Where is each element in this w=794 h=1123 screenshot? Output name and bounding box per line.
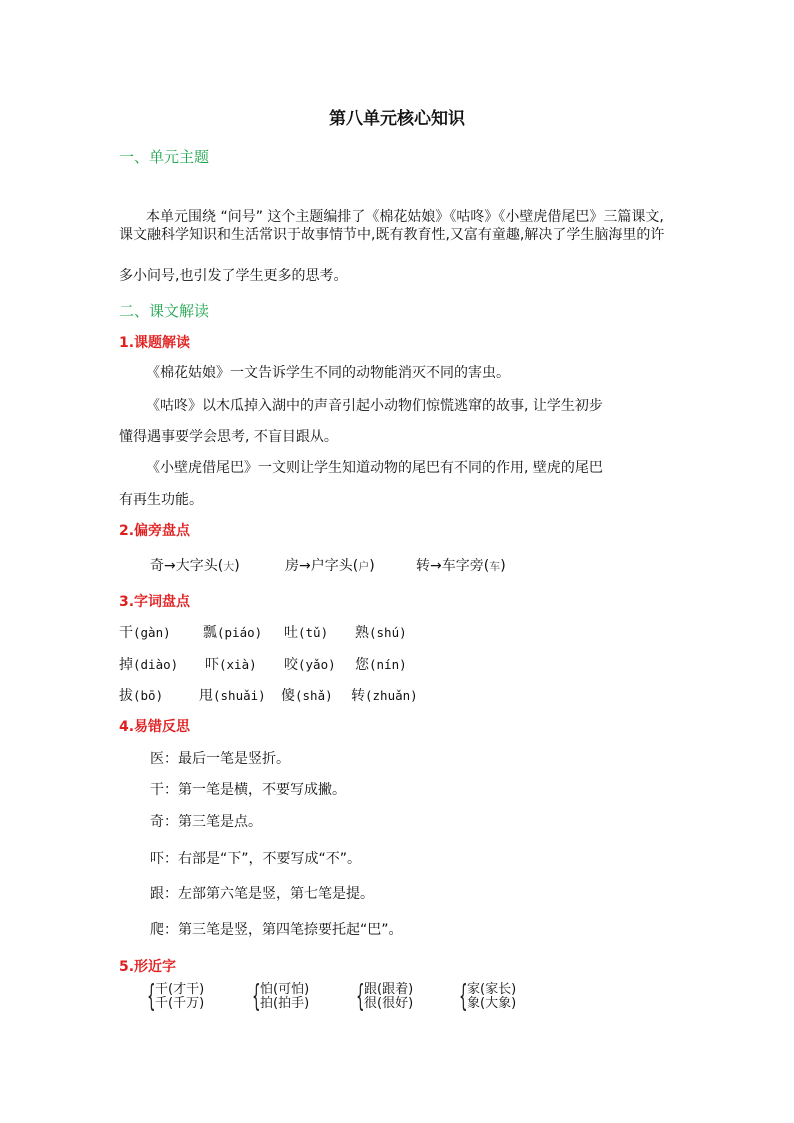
paragraph-line: 《棉花姑娘》一文告诉学生不同的动物能消灭不同的害虫。 bbox=[146, 365, 510, 381]
vocab-cell: 熟(shú) bbox=[355, 625, 407, 641]
vocab-cell: 吓(xià) bbox=[205, 657, 257, 673]
paragraph-line: 懂得遇事要学会思考, 不盲目跟从。 bbox=[119, 429, 338, 445]
brace-icon: { bbox=[459, 979, 468, 1014]
page-title: 第八单元核心知识 bbox=[329, 109, 465, 129]
radical-glyph: 大 bbox=[223, 560, 235, 573]
radical-item: 转→车字旁(车) bbox=[416, 558, 506, 574]
section-heading-unit-theme: 一、单元主题 bbox=[119, 148, 210, 166]
paragraph-line: 《咕咚》以木瓜掉入湖中的声音引起小动物们惊慌逃窜的故事, 让学生初步 bbox=[146, 398, 603, 414]
radical-item: 奇→大字头(大) bbox=[150, 558, 240, 574]
radical-glyph: 车 bbox=[489, 560, 501, 573]
vocab-cell: 您(nín) bbox=[355, 657, 407, 673]
brace-icon: { bbox=[252, 979, 261, 1014]
vocab-cell: 咬(yǎo) bbox=[284, 657, 336, 673]
paragraph-line: 《小壁虎借尾巴》一文则让学生知道动物的尾巴有不同的作用, 壁虎的尾巴 bbox=[146, 460, 603, 476]
vocab-cell: 掉(diào) bbox=[119, 657, 179, 673]
paragraph-line: 多小问号,也引发了学生更多的思考。 bbox=[119, 268, 348, 284]
radical-item: 房→户字头(户) bbox=[285, 558, 375, 574]
mistake-note: 奇：第三笔是点。 bbox=[150, 814, 262, 830]
mistake-note: 跟：左部第六笔是竖，第七笔是提。 bbox=[150, 886, 374, 902]
mistake-note: 吓：右部是“下”，不要写成“不”。 bbox=[150, 851, 362, 867]
vocab-cell: 拔(bō) bbox=[119, 688, 164, 704]
vocab-cell: 甩(shuǎi) bbox=[199, 688, 266, 704]
brace-icon: { bbox=[147, 979, 156, 1014]
section-heading-text-reading: 二、课文解读 bbox=[119, 302, 210, 320]
mistake-note: 医：最后一笔是竖折。 bbox=[150, 751, 290, 767]
paragraph-line: 有再生功能。 bbox=[119, 492, 203, 508]
vocab-cell: 傻(shǎ) bbox=[281, 688, 333, 704]
paragraph-line: 本单元围绕 “问号” 这个主题编排了《棉花姑娘》《咕咚》《小壁虎借尾巴》三篇课文, bbox=[146, 209, 664, 225]
subheading-similar-characters: 5.形近字 bbox=[119, 959, 177, 975]
brace-icon: { bbox=[356, 979, 365, 1014]
mistake-note: 爬：第三笔是竖，第四笔捺要托起“巴”。 bbox=[150, 922, 403, 938]
mistake-note: 干：第一笔是横，不要写成撇。 bbox=[150, 782, 346, 798]
subheading-radicals: 2.偏旁盘点 bbox=[119, 523, 191, 539]
subheading-common-mistakes: 4.易错反思 bbox=[119, 719, 191, 735]
subheading-vocabulary: 3.字词盘点 bbox=[119, 594, 191, 610]
subheading-title-reading: 1.课题解读 bbox=[119, 335, 191, 351]
vocab-cell: 转(zhuǎn) bbox=[351, 688, 418, 704]
paragraph-line: 课文融科学知识和生活常识于故事情节中,既有教育性,又富有童趣,解决了学生脑海里的许 bbox=[119, 227, 665, 243]
vocab-cell: 瓢(piáo) bbox=[203, 625, 263, 641]
radical-glyph: 户 bbox=[358, 560, 370, 573]
vocab-cell: 吐(tǔ) bbox=[284, 625, 329, 641]
vocab-cell: 干(gàn) bbox=[119, 625, 171, 641]
